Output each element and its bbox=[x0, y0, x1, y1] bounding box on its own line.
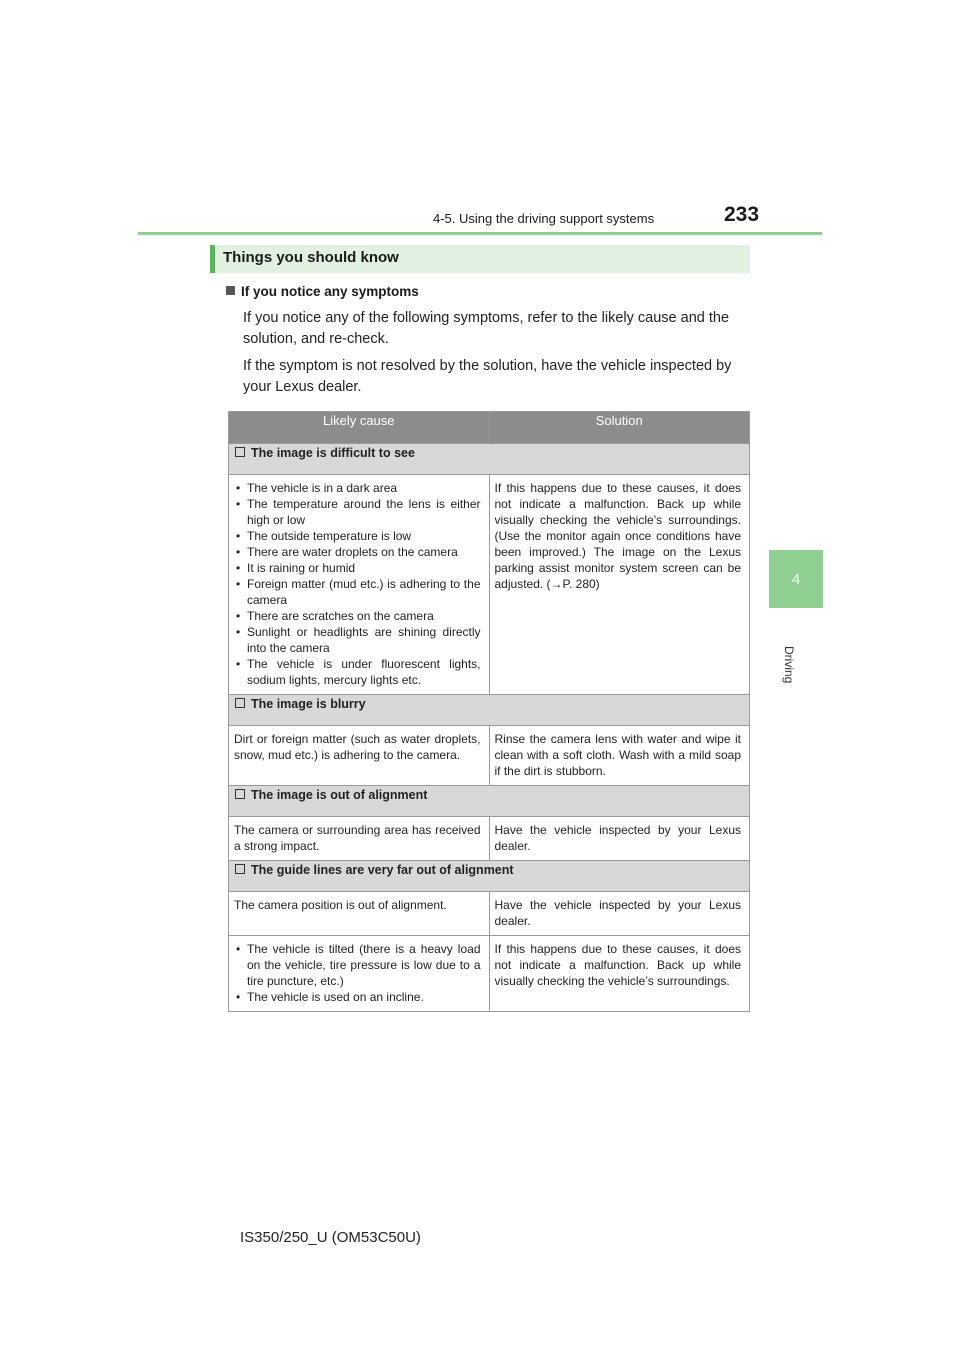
section-row bbox=[229, 695, 750, 726]
symptoms-title-text: If you notice any symptoms bbox=[241, 284, 419, 299]
table-row bbox=[229, 892, 750, 936]
list-item: • The temperature around the lens is either high or low bbox=[234, 496, 481, 528]
table-header-row bbox=[229, 412, 750, 444]
list-item: • Foreign matter (mud etc.) is adhering to the camera bbox=[234, 576, 481, 608]
list-item: • The vehicle is used on an incline. bbox=[234, 989, 481, 1005]
solution-cell: If this happens due to these causes, it does not indicate a malfunction. Back up while visually checking the vehicle’s surroundings. (Use the monitor again once conditions have been improved.) The image on the Lexus parking assist monitor system screen can be adjusted. (→P. 280) bbox=[489, 475, 750, 695]
list-item: • There are water droplets on the camera bbox=[234, 544, 481, 560]
table-row bbox=[229, 726, 750, 786]
chapter-label: Driving bbox=[782, 646, 796, 684]
section-title-blurry: The image is blurry bbox=[251, 697, 366, 711]
list-item: • The vehicle is tilted (there is a heavy load on the vehicle, tire pressure is low due to a tire puncture, etc.) bbox=[234, 941, 481, 989]
checkbox-icon bbox=[235, 698, 245, 708]
solution-cell: Rinse the camera lens with water and wipe it clean with a soft cloth. Wash with a mild soap if the dirt is stubborn. bbox=[489, 726, 750, 786]
checkbox-icon bbox=[235, 864, 245, 874]
cause-cell: Dirt or foreign matter (such as water droplets, snow, mud etc.) is adhering to the camera. bbox=[229, 726, 490, 786]
solution-cell: Have the vehicle inspected by your Lexus dealer. bbox=[489, 892, 750, 936]
list-item: • The vehicle is under fluorescent lights, sodium lights, mercury lights etc. bbox=[234, 656, 481, 688]
list-item: • There are scratches on the camera bbox=[234, 608, 481, 624]
section-title-guide-lines: The guide lines are very far out of alignment bbox=[251, 863, 514, 877]
chapter-tab[interactable] bbox=[769, 550, 823, 608]
chapter-number: 4 bbox=[791, 570, 801, 588]
checkbox-icon bbox=[235, 789, 245, 799]
section-title: Things you should know bbox=[223, 249, 399, 266]
symptom-table bbox=[228, 411, 750, 1012]
table-row bbox=[229, 817, 750, 861]
section-row bbox=[229, 861, 750, 892]
header-solution: Solution bbox=[489, 412, 750, 444]
header-likely-cause: Likely cause bbox=[229, 412, 490, 444]
section-heading: 4-5. Using the driving support systems bbox=[433, 211, 655, 226]
list-item: • Sunlight or headlights are shining directly into the camera bbox=[234, 624, 481, 656]
page-number: 233 bbox=[724, 203, 760, 226]
symptoms-title bbox=[226, 284, 419, 299]
solution-cell: If this happens due to these causes, it does not indicate a malfunction. Back up while visually checking the vehicle’s surroundings. bbox=[489, 936, 750, 1012]
list-item: • The vehicle is in a dark area bbox=[234, 480, 481, 496]
cause-cell: The camera position is out of alignment. bbox=[229, 892, 490, 936]
symptoms-paragraph-1: If you notice any of the following symptoms, refer to the likely cause and the solution, and re-check. bbox=[243, 310, 730, 347]
footer-model-code: IS350/250_U (OM53C50U) bbox=[240, 1229, 421, 1246]
checkbox-icon bbox=[235, 447, 245, 457]
section-title-difficult: The image is difficult to see bbox=[251, 446, 415, 460]
table-row bbox=[229, 475, 750, 695]
section-title-alignment: The image is out of alignment bbox=[251, 788, 428, 802]
section-row bbox=[229, 786, 750, 817]
cause-cell: The camera or surrounding area has received a strong impact. bbox=[229, 817, 490, 861]
cause-list bbox=[234, 480, 481, 688]
table-row bbox=[229, 936, 750, 1012]
square-bullet-icon bbox=[226, 286, 235, 295]
list-item: • It is raining or humid bbox=[234, 560, 481, 576]
list-item: • The outside temperature is low bbox=[234, 528, 481, 544]
section-row bbox=[229, 444, 750, 475]
cause-cell bbox=[229, 936, 490, 1012]
cause-cell bbox=[229, 475, 490, 695]
things-you-should-know-bar bbox=[210, 245, 750, 273]
header-rule bbox=[138, 232, 822, 235]
cause-list bbox=[234, 941, 481, 1005]
symptoms-paragraph-2: If the symptom is not resolved by the solution, have the vehicle inspected by your Lexus dealer. bbox=[243, 358, 732, 395]
solution-cell: Have the vehicle inspected by your Lexus dealer. bbox=[489, 817, 750, 861]
